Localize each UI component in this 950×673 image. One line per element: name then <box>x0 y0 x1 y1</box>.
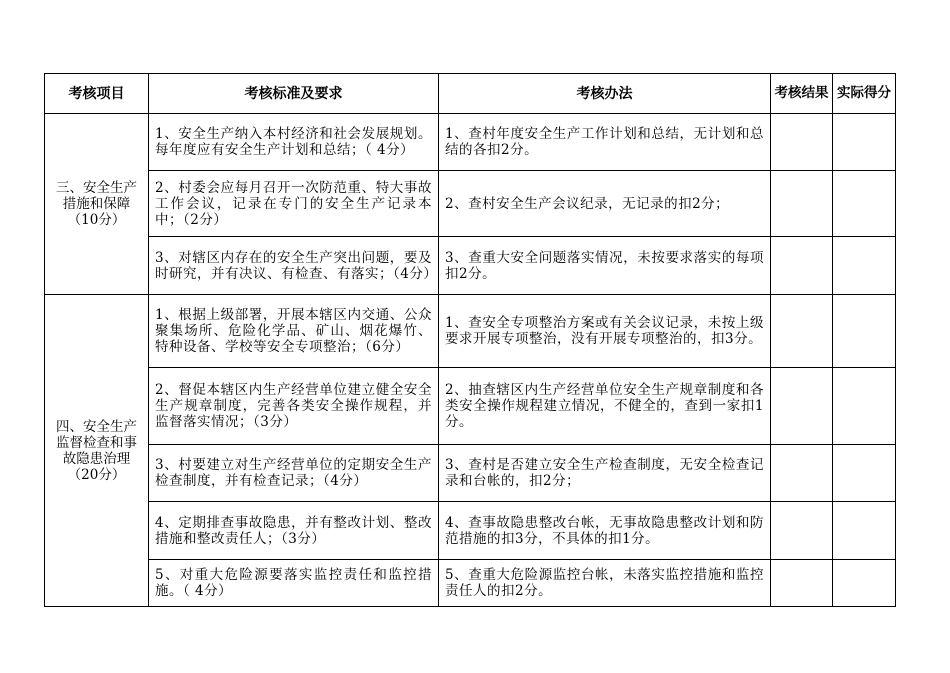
method-cell: 2、抽查辖区内生产经营单位安全生产规章制度和各类安全操作规程建立情况，不健全的，查到一家扣1分。 <box>439 368 771 445</box>
method-cell: 3、查重大安全问题落实情况，未按要求落实的每项扣2分。 <box>439 237 771 295</box>
score-cell <box>833 502 896 560</box>
table-row <box>45 171 896 237</box>
method-cell: 5、查重大危险源监控台帐，未落实监控措施和监控责任人的扣2分。 <box>439 560 771 607</box>
score-cell <box>833 368 896 445</box>
method-cell: 3、查村是否建立安全生产检查制度，无安全检查记录和台帐的，扣2分； <box>439 445 771 502</box>
standard-cell: 1、安全生产纳入本村经济和社会发展规划。每年度应有安全生产计划和总结；（ 4分） <box>149 114 439 171</box>
method-cell: 2、查村安全生产会议纪录，无记录的扣2分； <box>439 171 771 237</box>
result-cell <box>771 560 833 607</box>
table-header-row <box>45 74 896 114</box>
standard-cell: 2、督促本辖区内生产经营单位建立健全安全生产规章制度，完善各类安全操作规程，并监督落实情况；（3分） <box>149 368 439 445</box>
header-result: 考核结果 <box>771 74 833 114</box>
method-cell: 1、查村年度安全生产工作计划和总结，无计划和总结的各扣2分。 <box>439 114 771 171</box>
standard-cell: 1、根据上级部署，开展本辖区内交通、公众聚集场所、危险化学品、矿山、烟花爆竹、特种设备、学校等安全专项整治；（6分） <box>149 295 439 368</box>
score-cell <box>833 171 896 237</box>
header-score: 实际得分 <box>833 74 896 114</box>
score-cell <box>833 237 896 295</box>
header-item: 考核项目 <box>45 74 149 114</box>
table-row <box>45 445 896 502</box>
category-cell: 三、安全生产措施和保障（10分） <box>45 114 149 295</box>
standard-cell: 2、村委会应每月召开一次防范重、特大事故工作会议，记录在专门的安全生产记录本中；（2分） <box>149 171 439 237</box>
table-row <box>45 502 896 560</box>
method-cell: 1、查安全专项整治方案或有关会议记录，未按上级要求开展专项整治，没有开展专项整治的，扣3分。 <box>439 295 771 368</box>
assessment-table <box>44 73 896 607</box>
table-row <box>45 237 896 295</box>
standard-cell: 5、对重大危险源要落实监控责任和监控措施。（ 4分） <box>149 560 439 607</box>
standard-cell: 3、对辖区内存在的安全生产突出问题，要及时研究，并有决议、有检查、有落实；（4分） <box>149 237 439 295</box>
score-cell <box>833 295 896 368</box>
result-cell <box>771 237 833 295</box>
table-row <box>45 368 896 445</box>
method-cell: 4、查事故隐患整改台帐，无事故隐患整改计划和防范措施的扣3分，不具体的扣1分。 <box>439 502 771 560</box>
table-row <box>45 295 896 368</box>
result-cell <box>771 445 833 502</box>
table-row <box>45 560 896 607</box>
header-standard: 考核标准及要求 <box>149 74 439 114</box>
table-row <box>45 114 896 171</box>
score-cell <box>833 114 896 171</box>
standard-cell: 3、村要建立对生产经营单位的定期安全生产检查制度，并有检查记录；（4分） <box>149 445 439 502</box>
result-cell <box>771 368 833 445</box>
result-cell <box>771 171 833 237</box>
standard-cell: 4、定期排查事故隐患，并有整改计划、整改措施和整改责任人；（3分） <box>149 502 439 560</box>
score-cell <box>833 560 896 607</box>
result-cell <box>771 295 833 368</box>
result-cell <box>771 114 833 171</box>
category-cell: 四、安全生产监督检查和事故隐患治理（20分） <box>45 295 149 607</box>
result-cell <box>771 502 833 560</box>
header-method: 考核办法 <box>439 74 771 114</box>
score-cell <box>833 445 896 502</box>
